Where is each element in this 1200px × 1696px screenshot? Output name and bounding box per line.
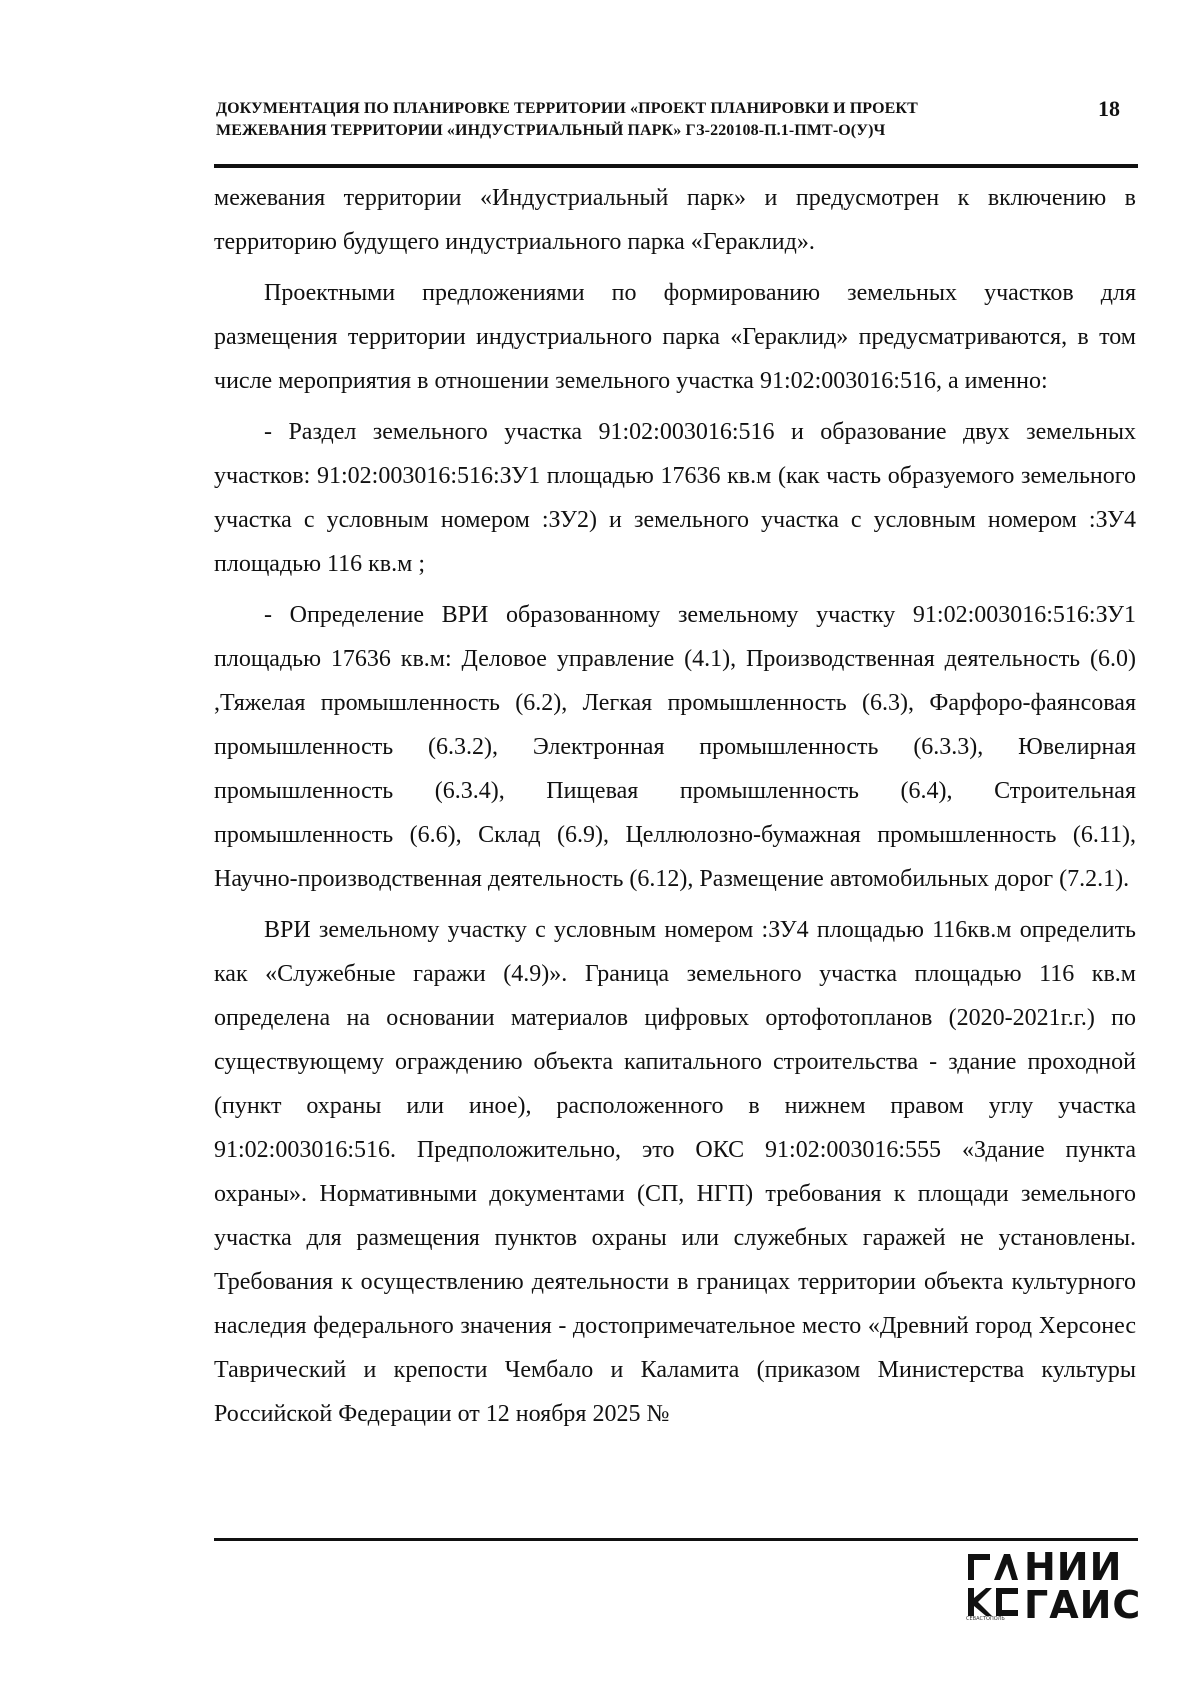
footer-divider [214,1538,1138,1541]
page-number: 18 [1098,96,1120,121]
paragraph-3: - Раздел земельного участка 91:02:003016:516 и образование двух земельных участков: 91:02:003016:516:ЗУ1 площадью 17636 кв.м (как часть образуемого земельного участка с условным номером :ЗУ2) и земельного участка с условным номером :ЗУ4 площадью 116 кв.м ; [214,419,1136,577]
header-divider [214,164,1138,168]
document-body [214,176,1136,1443]
logo-line-2: ГАИС [1024,1583,1142,1627]
document-header [216,98,1051,142]
paragraph-1: межевания территории «Индустриальный парк» и предусмотрен к включению в территорию будущего индустриального парка «Гераклид». [214,185,1136,255]
paragraph-4: - Определение ВРИ образованному земельному участку 91:02:003016:516:ЗУ1 площадью 17636 кв.м: Деловое управление (4.1), Производственная деятельность (6.0) ,Тяжелая промышленность (6.2), Легкая промышленность (6.3), Фарфоро-фаянсовая промышленность (6.3.2), Электронная промышленность (6.3.3), Ювелирная промышленность (6.3.4), Пищевая промышленность (6.4), Строительная промышленность (6.6), Склад (6.9), Целлюлозно-бумажная промышленность (6.11), Научно-производственная деятельность (6.12), Размещение автомобильных дорог (7.2.1). [214,602,1136,892]
logo-line-1: НИИ [1024,1545,1123,1589]
paragraph-2: Проектными предложениями по формированию земельных участков для размещения территории индустриального парка «Гераклид» предусматриваются, в том числе мероприятия в отношении земельного участка 91:02:003016:516, а именно: [214,280,1136,394]
logo-mark-icon [966,1552,1018,1618]
paragraph-5: ВРИ земельному участку с условным номером :ЗУ4 площадью 116кв.м определить как «Служебные гаражи (4.9)». Граница земельного участка площадью 116 кв.м определена на основании материалов цифровых ортофотопланов (2020-2021г.г.) по существующему ограждению объекта капитального строительства - здание проходной (пункт охраны или иное), расположенного в нижнем правом углу участка 91:02:003016:516. Предположительно, это ОКС 91:02:003016:555 «Здание пункта охраны». Нормативными документами (СП, НГП) требования к площади земельного участка для размещения пунктов охраны или служебных гаражей не установлены. Требования к осуществлению деятельности в границах территории объекта культурного наследия федерального значения - достопримечательное место «Древний город Херсонес Таврический и крепости Чембало и Каламита (приказом Министерства культуры Российской Федерации от 12 ноября 2025 № [214,917,1136,1427]
logo-wordmark [1024,1545,1142,1627]
logo-city-caption: СЕВАСТОПОЛЬ [966,1616,1005,1622]
header-line-2: МЕЖЕВАНИЯ ТЕРРИТОРИИ «ИНДУСТРИАЛЬНЫЙ ПАРК» ГЗ-220108-П.1-ПМТ-О(У)Ч [216,122,886,139]
niigais-logo [966,1545,1146,1627]
header-line-1: ДОКУМЕНТАЦИЯ ПО ПЛАНИРОВКЕ ТЕРРИТОРИИ «ПРОЕКТ ПЛАНИРОВКИ И ПРОЕКТ [216,100,918,117]
